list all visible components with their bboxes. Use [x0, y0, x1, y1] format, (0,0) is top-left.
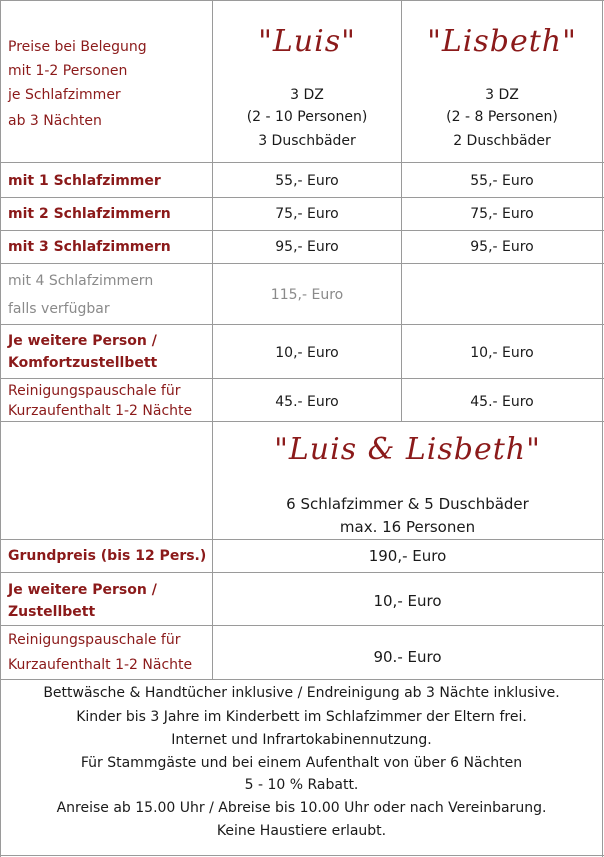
row-divider — [0, 679, 604, 680]
price-luis: 55,- Euro — [275, 173, 339, 189]
note-line: Für Stammgäste und bei einem Aufenthalt von über 6 Nächten — [80, 755, 523, 771]
price-lisbeth: 95,- Euro — [470, 239, 534, 255]
house-baths-luis: 3 Duschbäder — [258, 133, 356, 149]
house-baths-lisbeth: 2 Duschbäder — [453, 133, 551, 149]
table-border-bottom — [0, 855, 604, 856]
price-combined: 90.- Euro — [373, 648, 442, 666]
price-luis: 115,- Euro — [270, 287, 344, 303]
price-luis: 95,- Euro — [275, 239, 339, 255]
row-label: mit 4 Schlafzimmern — [8, 273, 154, 289]
price-lisbeth: 10,- Euro — [470, 345, 534, 361]
note-line: 5 - 10 % Rabatt. — [244, 777, 359, 793]
note-line: Bettwäsche & Handtücher inklusive / Endreinigung ab 3 Nächte inklusive. — [43, 685, 560, 701]
row-label: mit 2 Schlafzimmern — [8, 206, 171, 222]
intro-line: ab 3 Nächten — [8, 113, 102, 129]
row-label: Je weitere Person / — [8, 582, 157, 598]
table-border-left — [0, 0, 1, 857]
row-label: Je weitere Person / — [8, 333, 157, 349]
row-divider — [0, 421, 604, 422]
note-line: Kinder bis 3 Jahre im Kinderbett im Schlafzimmer der Eltern frei. — [76, 709, 527, 725]
row-divider — [0, 378, 604, 379]
combined-rooms: 6 Schlafzimmer & 5 Duschbäder — [286, 495, 529, 513]
house-name-luis: "Luis" — [258, 24, 356, 59]
house-rooms-lisbeth: 3 DZ — [485, 87, 519, 103]
intro-line: Preise bei Belegung — [8, 39, 147, 55]
row-label: Grundpreis (bis 12 Pers.) — [8, 548, 207, 564]
row-label: Reinigungspauschale für — [8, 383, 181, 399]
row-label: mit 3 Schlafzimmern — [8, 239, 171, 255]
price-lisbeth: 75,- Euro — [470, 206, 534, 222]
intro-line: mit 1-2 Personen — [8, 63, 128, 79]
row-label: Kurzaufenthalt 1-2 Nächte — [8, 657, 193, 673]
house-name-combined: "Luis & Lisbeth" — [274, 432, 541, 467]
house-rooms-luis: 3 DZ — [290, 87, 324, 103]
price-lisbeth: 45.- Euro — [470, 394, 534, 410]
row-label: Komfortzustellbett — [8, 355, 158, 371]
price-luis: 45.- Euro — [275, 394, 339, 410]
note-line: Keine Haustiere erlaubt. — [216, 823, 387, 839]
house-persons-luis: (2 - 10 Personen) — [246, 109, 368, 125]
row-label: Zustellbett — [8, 604, 96, 620]
row-divider — [0, 539, 604, 540]
note-line: Internet und Infrartokabinennutzung. — [171, 732, 432, 748]
row-divider — [0, 263, 604, 264]
row-label: mit 1 Schlafzimmer — [8, 173, 161, 189]
note-line: Anreise ab 15.00 Uhr / Abreise bis 10.00 Uhr oder nach Vereinbarung. — [56, 800, 547, 816]
row-divider — [0, 572, 604, 573]
row-divider — [0, 230, 604, 231]
row-divider — [0, 162, 604, 163]
combined-max-persons: max. 16 Personen — [339, 518, 476, 536]
house-name-lisbeth: "Lisbeth" — [427, 24, 577, 59]
price-combined: 10,- Euro — [373, 592, 442, 610]
row-label: Reinigungspauschale für — [8, 632, 181, 648]
row-divider — [0, 625, 604, 626]
price-lisbeth: 55,- Euro — [470, 173, 534, 189]
house-persons-lisbeth: (2 - 8 Personen) — [446, 109, 558, 125]
row-divider — [0, 197, 604, 198]
row-label: falls verfügbar — [8, 301, 110, 317]
intro-line: je Schlafzimmer — [8, 87, 121, 103]
price-combined: 190,- Euro — [368, 547, 447, 565]
row-divider — [0, 324, 604, 325]
table-border-top — [0, 0, 604, 1]
price-luis: 75,- Euro — [275, 206, 339, 222]
table-border-right — [602, 0, 603, 857]
row-label: Kurzaufenthalt 1-2 Nächte — [8, 403, 193, 419]
price-luis: 10,- Euro — [275, 345, 339, 361]
